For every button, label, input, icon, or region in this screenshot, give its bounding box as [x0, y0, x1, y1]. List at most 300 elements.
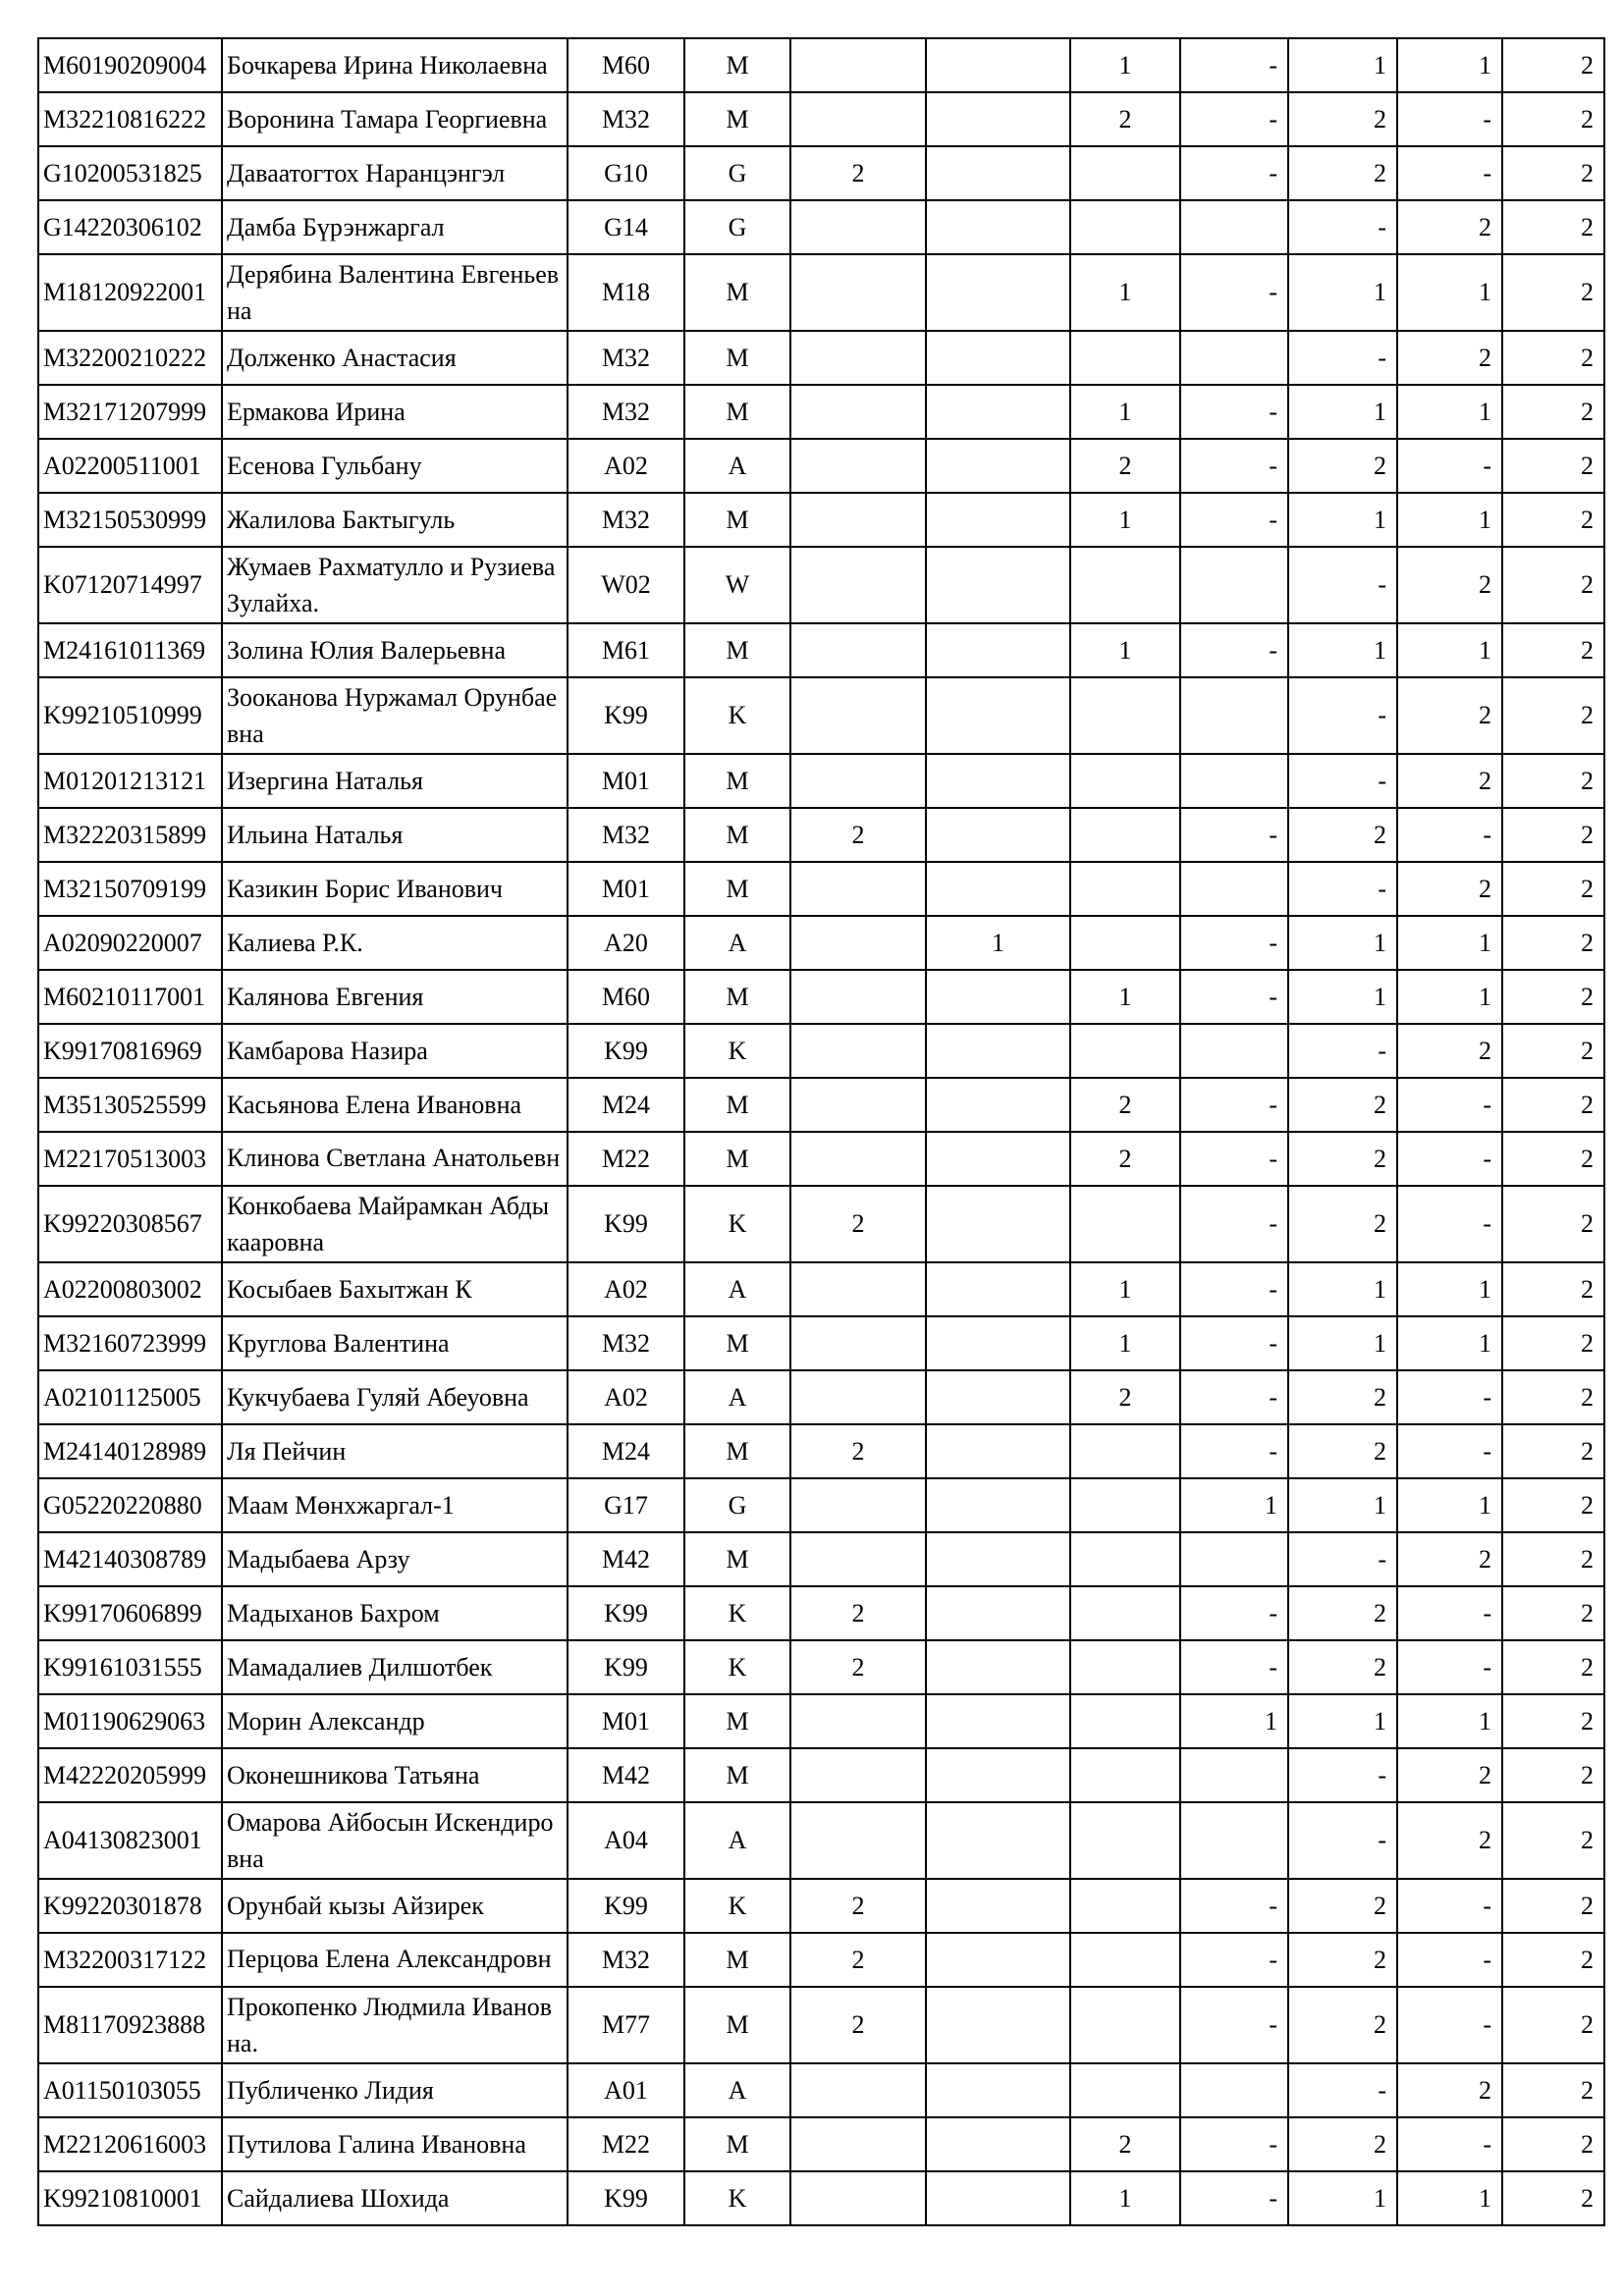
cell-code: G14220306102 [38, 200, 222, 254]
cell-col-1 [790, 38, 926, 92]
cell-col-5: - [1288, 331, 1397, 385]
cell-category: M [684, 1316, 790, 1370]
cell-category: M [684, 970, 790, 1024]
table-row [38, 1748, 1604, 1802]
cell-col-7: 2 [1502, 1802, 1604, 1879]
table-row [38, 439, 1604, 493]
cell-col-2 [926, 1748, 1070, 1802]
cell-col-2 [926, 970, 1070, 1024]
cell-col-4: 1 [1180, 1478, 1288, 1532]
cell-col-2 [926, 808, 1070, 862]
cell-col-7: 2 [1502, 1186, 1604, 1262]
cell-name: Конкобаева Майрамкан Абдыкааровна [222, 1186, 568, 1262]
cell-col-5: 2 [1288, 1933, 1397, 1987]
cell-col-4: - [1180, 1640, 1288, 1694]
cell-name: Казикин Борис Иванович [222, 862, 568, 916]
cell-code: K99210810001 [38, 2171, 222, 2225]
table-row [38, 1879, 1604, 1933]
table-row [38, 547, 1604, 623]
cell-col-5: 1 [1288, 970, 1397, 1024]
cell-category: M [684, 1748, 790, 1802]
table-row [38, 1186, 1604, 1262]
cell-code: M32150530999 [38, 493, 222, 547]
cell-col-1 [790, 547, 926, 623]
cell-col-3: 1 [1070, 1316, 1180, 1370]
cell-col-7: 2 [1502, 1987, 1604, 2063]
cell-col-1 [790, 623, 926, 677]
cell-col-6: - [1397, 1132, 1502, 1186]
cell-col-2 [926, 1640, 1070, 1694]
cell-col-4: - [1180, 1987, 1288, 2063]
cell-name: Мадыханов Бахром [222, 1586, 568, 1640]
cell-col-1 [790, 677, 926, 754]
cell-category: M [684, 1424, 790, 1478]
cell-col-3: 1 [1070, 385, 1180, 439]
cell-col-2 [926, 331, 1070, 385]
table-row [38, 2171, 1604, 2225]
cell-group: M24 [568, 1078, 684, 1132]
cell-col-2 [926, 146, 1070, 200]
cell-code: M32200210222 [38, 331, 222, 385]
cell-col-5: - [1288, 1802, 1397, 1879]
cell-col-5: 2 [1288, 1132, 1397, 1186]
cell-col-3: 2 [1070, 92, 1180, 146]
cell-category: A [684, 1370, 790, 1424]
cell-col-4 [1180, 677, 1288, 754]
cell-code: M22170513003 [38, 1132, 222, 1186]
cell-name: Круглова Валентина [222, 1316, 568, 1370]
table-row [38, 1262, 1604, 1316]
cell-group: M32 [568, 385, 684, 439]
cell-code: M42220205999 [38, 1748, 222, 1802]
cell-col-3 [1070, 1478, 1180, 1532]
cell-col-4: - [1180, 1132, 1288, 1186]
cell-category: M [684, 1078, 790, 1132]
table-row [38, 862, 1604, 916]
cell-col-7: 2 [1502, 1316, 1604, 1370]
table-row [38, 92, 1604, 146]
cell-col-6: - [1397, 1640, 1502, 1694]
cell-category: K [684, 1586, 790, 1640]
cell-col-2: 1 [926, 916, 1070, 970]
cell-col-3 [1070, 146, 1180, 200]
cell-col-6: 2 [1397, 2063, 1502, 2117]
cell-group: M32 [568, 331, 684, 385]
cell-name: Ильина Наталья [222, 808, 568, 862]
cell-code: M32160723999 [38, 1316, 222, 1370]
cell-name: Калянова Евгения [222, 970, 568, 1024]
cell-category: A [684, 1262, 790, 1316]
cell-col-6: 2 [1397, 200, 1502, 254]
cell-col-1 [790, 1370, 926, 1424]
cell-code: M42140308789 [38, 1532, 222, 1586]
cell-code: K07120714997 [38, 547, 222, 623]
cell-col-3 [1070, 754, 1180, 808]
cell-col-7: 2 [1502, 1532, 1604, 1586]
cell-col-6: 2 [1397, 754, 1502, 808]
cell-group: A02 [568, 1262, 684, 1316]
cell-col-7: 2 [1502, 2117, 1604, 2171]
cell-col-5: 2 [1288, 1370, 1397, 1424]
cell-col-5: - [1288, 1532, 1397, 1586]
cell-col-6: - [1397, 1186, 1502, 1262]
cell-group: M32 [568, 1933, 684, 1987]
cell-col-5: 2 [1288, 146, 1397, 200]
cell-col-6: 2 [1397, 331, 1502, 385]
cell-col-7: 2 [1502, 146, 1604, 200]
cell-col-5: 1 [1288, 1694, 1397, 1748]
cell-category: K [684, 1186, 790, 1262]
cell-col-1: 2 [790, 146, 926, 200]
cell-group: M22 [568, 1132, 684, 1186]
table-row [38, 1316, 1604, 1370]
cell-col-6: 1 [1397, 254, 1502, 331]
cell-col-5: 1 [1288, 385, 1397, 439]
cell-col-1: 2 [790, 1879, 926, 1933]
cell-col-6: 1 [1397, 2171, 1502, 2225]
cell-col-2 [926, 2063, 1070, 2117]
cell-category: W [684, 547, 790, 623]
cell-col-5: - [1288, 547, 1397, 623]
cell-col-6: - [1397, 1424, 1502, 1478]
cell-category: K [684, 677, 790, 754]
cell-col-4 [1180, 862, 1288, 916]
cell-category: M [684, 623, 790, 677]
cell-col-7: 2 [1502, 1933, 1604, 1987]
cell-col-7: 2 [1502, 385, 1604, 439]
cell-col-7: 2 [1502, 862, 1604, 916]
table-row [38, 1024, 1604, 1078]
cell-code: M18120922001 [38, 254, 222, 331]
cell-col-5: 1 [1288, 1316, 1397, 1370]
cell-col-7: 2 [1502, 970, 1604, 1024]
cell-col-7: 2 [1502, 439, 1604, 493]
cell-col-2 [926, 254, 1070, 331]
cell-col-1 [790, 385, 926, 439]
cell-col-6: 2 [1397, 1532, 1502, 1586]
cell-col-2 [926, 1424, 1070, 1478]
cell-group: M77 [568, 1987, 684, 2063]
cell-col-7: 2 [1502, 1478, 1604, 1532]
cell-col-1 [790, 1802, 926, 1879]
cell-col-7: 2 [1502, 38, 1604, 92]
cell-code: M24161011369 [38, 623, 222, 677]
table-row [38, 1532, 1604, 1586]
cell-name: Зооканова Нуржамал Орунбаевна [222, 677, 568, 754]
cell-col-6: 1 [1397, 38, 1502, 92]
cell-col-4: - [1180, 439, 1288, 493]
cell-col-6: 2 [1397, 862, 1502, 916]
cell-col-4: - [1180, 493, 1288, 547]
cell-col-7: 2 [1502, 331, 1604, 385]
cell-group: K99 [568, 1640, 684, 1694]
cell-col-1 [790, 2117, 926, 2171]
cell-col-6: - [1397, 1987, 1502, 2063]
table-row [38, 754, 1604, 808]
cell-col-1: 2 [790, 1186, 926, 1262]
cell-col-3: 1 [1070, 38, 1180, 92]
cell-code: A02090220007 [38, 916, 222, 970]
cell-group: K99 [568, 1024, 684, 1078]
cell-code: K99170816969 [38, 1024, 222, 1078]
cell-name-text: Бочкарева Ирина Николаевна [227, 50, 548, 80]
cell-col-1 [790, 1024, 926, 1078]
cell-category: G [684, 200, 790, 254]
cell-code: A02200511001 [38, 439, 222, 493]
cell-name-text: Перцова Елена Александровн [227, 1945, 552, 1973]
cell-col-5: 1 [1288, 1262, 1397, 1316]
cell-code: G05220220880 [38, 1478, 222, 1532]
cell-group: W02 [568, 547, 684, 623]
cell-name: Мадыбаева Арзу [222, 1532, 568, 1586]
cell-group: A04 [568, 1802, 684, 1879]
cell-group: M32 [568, 808, 684, 862]
cell-category: M [684, 385, 790, 439]
cell-col-1 [790, 92, 926, 146]
cell-col-3: 1 [1070, 1262, 1180, 1316]
cell-category: M [684, 92, 790, 146]
cell-col-1 [790, 970, 926, 1024]
cell-col-1 [790, 1694, 926, 1748]
table-row [38, 1802, 1604, 1879]
table-row [38, 1694, 1604, 1748]
cell-col-1 [790, 331, 926, 385]
cell-col-4: - [1180, 92, 1288, 146]
cell-col-7: 2 [1502, 254, 1604, 331]
cell-col-2 [926, 493, 1070, 547]
cell-col-7: 2 [1502, 623, 1604, 677]
cell-name: Есенова Гульбану [222, 439, 568, 493]
cell-col-4: - [1180, 1879, 1288, 1933]
cell-col-6: - [1397, 1370, 1502, 1424]
cell-col-3 [1070, 1933, 1180, 1987]
cell-name [222, 92, 568, 146]
cell-col-4: - [1180, 1424, 1288, 1478]
cell-code: K99220301878 [38, 1879, 222, 1933]
cell-col-6: 2 [1397, 1024, 1502, 1078]
cell-col-2 [926, 1186, 1070, 1262]
cell-group: K99 [568, 1586, 684, 1640]
table-row [38, 493, 1604, 547]
cell-col-4 [1180, 200, 1288, 254]
cell-col-5: 2 [1288, 1078, 1397, 1132]
cell-col-4 [1180, 754, 1288, 808]
cell-col-3 [1070, 1879, 1180, 1933]
table-row [38, 1987, 1604, 2063]
cell-col-6: - [1397, 808, 1502, 862]
cell-col-5: - [1288, 1748, 1397, 1802]
cell-col-5: 2 [1288, 1987, 1397, 2063]
cell-col-5: 1 [1288, 254, 1397, 331]
cell-col-4: - [1180, 970, 1288, 1024]
cell-name: Косыбаев Бахытжан К [222, 1262, 568, 1316]
cell-col-4: - [1180, 1933, 1288, 1987]
cell-col-3 [1070, 1748, 1180, 1802]
cell-col-1 [790, 1478, 926, 1532]
cell-code: K99161031555 [38, 1640, 222, 1694]
table-row [38, 331, 1604, 385]
table-row [38, 1370, 1604, 1424]
cell-col-3 [1070, 1424, 1180, 1478]
cell-name: Прокопенко Людмила Ивановна. [222, 1987, 568, 2063]
cell-col-1 [790, 916, 926, 970]
cell-col-2 [926, 385, 1070, 439]
table-row [38, 1640, 1604, 1694]
cell-name: Мамадалиев Дилшотбек [222, 1640, 568, 1694]
table-row [38, 677, 1604, 754]
cell-col-1: 2 [790, 1586, 926, 1640]
cell-code: M32210816222 [38, 92, 222, 146]
cell-col-5: - [1288, 200, 1397, 254]
data-table [37, 37, 1605, 2226]
cell-col-5: 1 [1288, 38, 1397, 92]
cell-category: K [684, 1024, 790, 1078]
cell-category: A [684, 2063, 790, 2117]
cell-col-6: 1 [1397, 623, 1502, 677]
cell-group: G10 [568, 146, 684, 200]
cell-name: Путилова Галина Ивановна [222, 2117, 568, 2171]
cell-category: M [684, 331, 790, 385]
cell-col-4: - [1180, 146, 1288, 200]
cell-category: M [684, 493, 790, 547]
cell-col-1 [790, 254, 926, 331]
cell-col-7: 2 [1502, 677, 1604, 754]
cell-col-4: - [1180, 385, 1288, 439]
cell-col-4: - [1180, 2117, 1288, 2171]
table-row [38, 385, 1604, 439]
cell-category: M [684, 254, 790, 331]
cell-col-4: - [1180, 1586, 1288, 1640]
cell-col-7: 2 [1502, 92, 1604, 146]
table-row [38, 808, 1604, 862]
cell-col-3: 1 [1070, 2171, 1180, 2225]
cell-col-4: - [1180, 2171, 1288, 2225]
cell-col-1 [790, 862, 926, 916]
cell-code: M32220315899 [38, 808, 222, 862]
cell-code: K99220308567 [38, 1186, 222, 1262]
cell-col-6: 1 [1397, 493, 1502, 547]
cell-col-4: - [1180, 623, 1288, 677]
cell-col-7: 2 [1502, 1424, 1604, 1478]
cell-col-3: 1 [1070, 254, 1180, 331]
cell-col-2 [926, 677, 1070, 754]
cell-col-3 [1070, 1024, 1180, 1078]
cell-col-6: - [1397, 1933, 1502, 1987]
cell-name: Долженко Анастасия [222, 331, 568, 385]
cell-name: Калиева Р.К. [222, 916, 568, 970]
cell-group: M32 [568, 493, 684, 547]
cell-col-7: 2 [1502, 1078, 1604, 1132]
table-row [38, 970, 1604, 1024]
cell-name [222, 1933, 568, 1987]
cell-code: M32200317122 [38, 1933, 222, 1987]
cell-col-3 [1070, 1186, 1180, 1262]
table-row [38, 1424, 1604, 1478]
cell-group: K99 [568, 677, 684, 754]
cell-category: M [684, 2117, 790, 2171]
cell-group: M01 [568, 862, 684, 916]
cell-col-2 [926, 754, 1070, 808]
cell-col-2 [926, 1987, 1070, 2063]
cell-group: M24 [568, 1424, 684, 1478]
cell-col-6: 1 [1397, 1478, 1502, 1532]
cell-group: M32 [568, 92, 684, 146]
cell-group: M18 [568, 254, 684, 331]
cell-col-5: 2 [1288, 92, 1397, 146]
cell-name: Жалилова Бактыгуль [222, 493, 568, 547]
cell-col-3 [1070, 547, 1180, 623]
cell-col-4: - [1180, 1370, 1288, 1424]
cell-category: M [684, 1987, 790, 2063]
cell-col-4: - [1180, 916, 1288, 970]
cell-name: Маам Мөнхжаргал-1 [222, 1478, 568, 1532]
cell-col-2 [926, 92, 1070, 146]
cell-col-5: - [1288, 2063, 1397, 2117]
cell-col-1 [790, 754, 926, 808]
cell-name: Публиченко Лидия [222, 2063, 568, 2117]
cell-code: A04130823001 [38, 1802, 222, 1879]
cell-category: K [684, 1879, 790, 1933]
cell-name: Жумаев Рахматулло и Рузиева Зулайха. [222, 547, 568, 623]
cell-code: M22120616003 [38, 2117, 222, 2171]
cell-col-5: 1 [1288, 623, 1397, 677]
cell-col-6: 1 [1397, 916, 1502, 970]
table-row [38, 2063, 1604, 2117]
cell-col-1: 2 [790, 1933, 926, 1987]
table-body [38, 38, 1604, 2225]
cell-col-2 [926, 1316, 1070, 1370]
cell-category: M [684, 808, 790, 862]
cell-col-6: 2 [1397, 547, 1502, 623]
cell-col-2 [926, 547, 1070, 623]
cell-col-4 [1180, 1024, 1288, 1078]
cell-group: M42 [568, 1532, 684, 1586]
cell-col-2 [926, 1879, 1070, 1933]
cell-group: M22 [568, 2117, 684, 2171]
cell-group: K99 [568, 1186, 684, 1262]
cell-col-2 [926, 1132, 1070, 1186]
cell-code: M32171207999 [38, 385, 222, 439]
cell-col-5: 2 [1288, 2117, 1397, 2171]
cell-col-2 [926, 1802, 1070, 1879]
cell-group: M60 [568, 38, 684, 92]
cell-col-6: - [1397, 92, 1502, 146]
cell-col-2 [926, 862, 1070, 916]
cell-code: M01190629063 [38, 1694, 222, 1748]
cell-code: M24140128989 [38, 1424, 222, 1478]
cell-code: K99170606899 [38, 1586, 222, 1640]
cell-col-3 [1070, 2063, 1180, 2117]
cell-col-3 [1070, 1640, 1180, 1694]
cell-col-7: 2 [1502, 754, 1604, 808]
cell-code: M32150709199 [38, 862, 222, 916]
cell-col-6: - [1397, 1078, 1502, 1132]
cell-category: A [684, 439, 790, 493]
cell-group: M01 [568, 1694, 684, 1748]
cell-col-2 [926, 2171, 1070, 2225]
cell-col-4: - [1180, 1262, 1288, 1316]
cell-group: A01 [568, 2063, 684, 2117]
cell-category: M [684, 754, 790, 808]
cell-category: G [684, 146, 790, 200]
cell-code: A02200803002 [38, 1262, 222, 1316]
cell-name: Орунбай кызы Айзирек [222, 1879, 568, 1933]
cell-col-3 [1070, 808, 1180, 862]
cell-col-6: - [1397, 146, 1502, 200]
cell-col-4 [1180, 1532, 1288, 1586]
cell-col-3 [1070, 1802, 1180, 1879]
cell-group: G17 [568, 1478, 684, 1532]
